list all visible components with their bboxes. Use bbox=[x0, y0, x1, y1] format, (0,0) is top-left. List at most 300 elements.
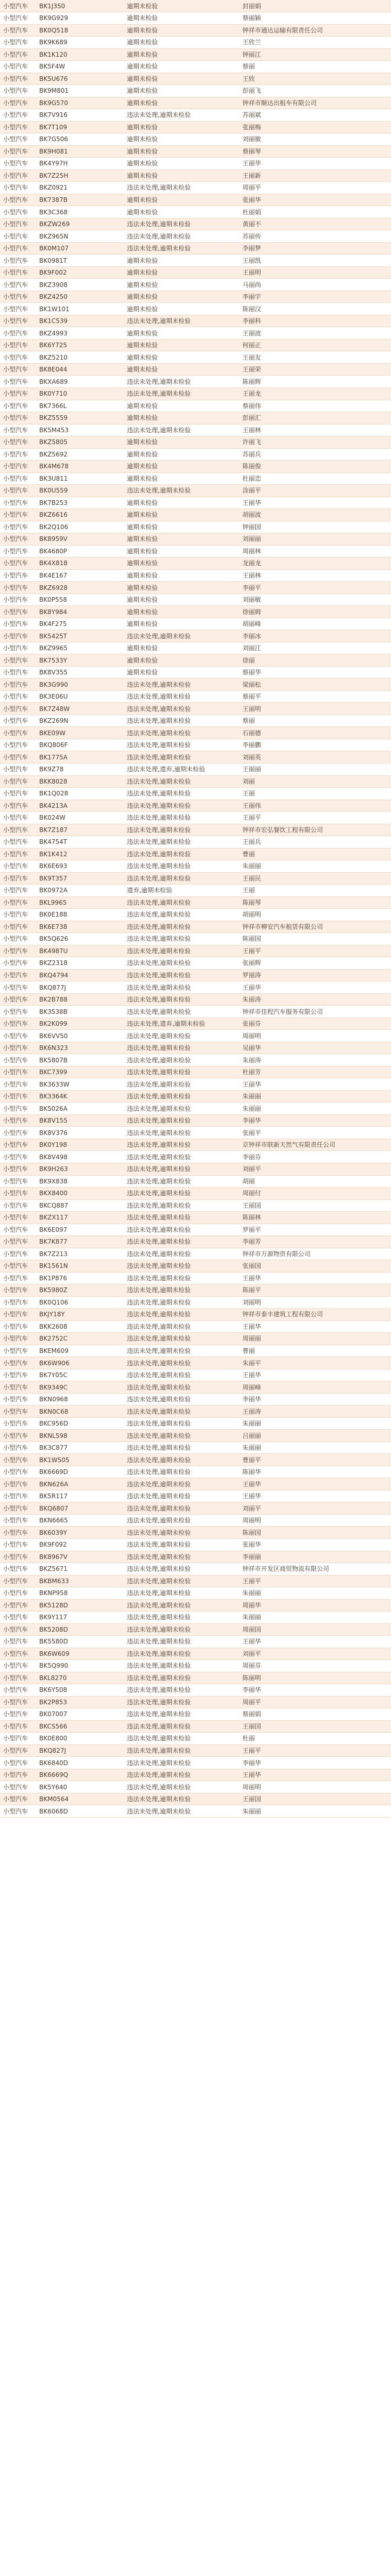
vehicle-type-cell: 小型汽车 bbox=[0, 133, 33, 146]
plate-number-cell: BK6W906 bbox=[33, 1357, 121, 1369]
table-row bbox=[0, 170, 391, 182]
owner-cell: 张丽国 bbox=[236, 1260, 391, 1273]
plate-number-cell: BKZ5671 bbox=[33, 1563, 121, 1575]
vehicle-type-cell: 小型汽车 bbox=[0, 957, 33, 970]
owner-cell: 钟丽江 bbox=[236, 48, 391, 61]
owner-cell: 杜丽娟 bbox=[236, 206, 391, 218]
owner-cell: 罗丽涛 bbox=[236, 969, 391, 981]
table-row bbox=[0, 775, 391, 788]
table-row bbox=[0, 327, 391, 340]
owner-cell: 刘丽敏 bbox=[236, 594, 391, 606]
table-row bbox=[0, 1090, 391, 1103]
plate-number-cell: BK9K689 bbox=[33, 37, 121, 49]
owner-cell: 朱丽丽 bbox=[236, 1587, 391, 1600]
status-cell: 逾期未检验 bbox=[121, 0, 236, 12]
owner-cell: 王欣兰 bbox=[236, 37, 391, 49]
table-row bbox=[0, 1684, 391, 1697]
plate-number-cell: BK1J350 bbox=[33, 0, 121, 12]
status-cell: 违法未处理,逾期未检验 bbox=[121, 424, 236, 436]
vehicle-type-cell: 小型汽车 bbox=[0, 448, 33, 461]
table-row bbox=[0, 545, 391, 557]
table-row bbox=[0, 654, 391, 667]
plate-number-cell: BK5Q626 bbox=[33, 933, 121, 945]
table-row bbox=[0, 1733, 391, 1745]
vehicle-type-cell: 小型汽车 bbox=[0, 557, 33, 570]
table-row bbox=[0, 679, 391, 691]
table-row bbox=[0, 1466, 391, 1478]
owner-cell: 张丽梅 bbox=[236, 121, 391, 133]
vehicle-type-cell: 小型汽车 bbox=[0, 703, 33, 715]
vehicle-type-cell: 小型汽车 bbox=[0, 1175, 33, 1188]
owner-cell: 蔡丽颖 bbox=[236, 12, 391, 25]
plate-number-cell: BK1K120 bbox=[33, 48, 121, 61]
owner-cell: 李丽芬 bbox=[236, 1151, 391, 1163]
vehicle-type-cell: 小型汽车 bbox=[0, 1151, 33, 1163]
table-row bbox=[0, 872, 391, 885]
plate-number-cell: BK4M678 bbox=[33, 461, 121, 473]
status-cell: 违法未处理,逾期未检验 bbox=[121, 1272, 236, 1284]
plate-number-cell: BKN626A bbox=[33, 1478, 121, 1490]
table-row bbox=[0, 642, 391, 654]
plate-number-cell: BK6N323 bbox=[33, 1042, 121, 1054]
plate-number-cell: BK8967V bbox=[33, 1551, 121, 1563]
vehicle-type-cell: 小型汽车 bbox=[0, 1188, 33, 1200]
status-cell: 违法未处理,逾期未检验 bbox=[121, 1345, 236, 1357]
table-row bbox=[0, 557, 391, 570]
plate-number-cell: BK5580D bbox=[33, 1636, 121, 1648]
plate-number-cell: BK6E738 bbox=[33, 921, 121, 933]
plate-number-cell: BKC956D bbox=[33, 1417, 121, 1430]
plate-number-cell: BK7387B bbox=[33, 194, 121, 206]
plate-number-cell: BKM0564 bbox=[33, 1793, 121, 1805]
plate-number-cell: BKXA689 bbox=[33, 376, 121, 388]
owner-cell: 钟祥市通达运输有限责任公司 bbox=[236, 24, 391, 37]
table-row bbox=[0, 1066, 391, 1078]
owner-cell: 朱丽丽 bbox=[236, 1442, 391, 1454]
table-row bbox=[0, 521, 391, 533]
vehicle-type-cell: 小型汽车 bbox=[0, 1369, 33, 1381]
plate-number-cell: BKZ9965 bbox=[33, 642, 121, 654]
table-row bbox=[0, 158, 391, 170]
table-row bbox=[0, 509, 391, 521]
status-cell: 违法未处理,逾期未检验 bbox=[121, 1623, 236, 1636]
vehicle-type-cell: 小型汽车 bbox=[0, 1793, 33, 1805]
table-row bbox=[0, 1417, 391, 1430]
vehicle-type-cell: 小型汽车 bbox=[0, 1333, 33, 1345]
table-row bbox=[0, 436, 391, 449]
plate-number-cell: BK4Y97H bbox=[33, 158, 121, 170]
status-cell: 违法未处理,逾期未检验 bbox=[121, 1103, 236, 1115]
status-cell: 违法未处理,逾期未检验 bbox=[121, 727, 236, 739]
table-row bbox=[0, 690, 391, 703]
owner-cell: 胡丽明 bbox=[236, 909, 391, 921]
status-cell: 违法未处理,逾期未检验 bbox=[121, 630, 236, 642]
vehicle-type-cell: 小型汽车 bbox=[0, 327, 33, 340]
table-row bbox=[0, 751, 391, 764]
owner-cell: 钟祥市开发区商贸物流有限公司 bbox=[236, 1563, 391, 1575]
vehicle-type-cell: 小型汽车 bbox=[0, 1078, 33, 1091]
table-row bbox=[0, 1309, 391, 1321]
status-cell: 违法未处理,逾期未检验 bbox=[121, 1563, 236, 1575]
owner-cell: 朱丽丽 bbox=[236, 1090, 391, 1103]
status-cell: 违法未处理,逾期未检验 bbox=[121, 1612, 236, 1624]
plate-number-cell: BKQ4794 bbox=[33, 969, 121, 981]
owner-cell: 王丽平 bbox=[236, 1575, 391, 1587]
plate-number-cell: BK7Z25H bbox=[33, 170, 121, 182]
owner-cell: 王丽兵 bbox=[236, 836, 391, 849]
plate-number-cell: BKK8028 bbox=[33, 775, 121, 788]
vehicle-type-cell: 小型汽车 bbox=[0, 1163, 33, 1176]
vehicle-type-cell: 小型汽车 bbox=[0, 158, 33, 170]
table-row bbox=[0, 1612, 391, 1624]
plate-number-cell: BK6E097 bbox=[33, 1224, 121, 1236]
status-cell: 违法未处理,逾期未检验 bbox=[121, 1309, 236, 1321]
owner-cell: 李丽宇 bbox=[236, 291, 391, 303]
status-cell: 违法未处理,逾期未检验 bbox=[121, 957, 236, 970]
table-row bbox=[0, 1030, 391, 1042]
status-cell: 逾期未检验 bbox=[121, 618, 236, 630]
owner-cell: 涂丽平 bbox=[236, 485, 391, 497]
table-row bbox=[0, 1199, 391, 1212]
owner-cell: 曹丽 bbox=[236, 848, 391, 860]
table-row bbox=[0, 315, 391, 327]
plate-number-cell: BK4680P bbox=[33, 545, 121, 557]
status-cell: 违法未处理,逾期未检验 bbox=[121, 751, 236, 764]
status-cell: 逾期未检验 bbox=[121, 436, 236, 449]
status-cell: 违法未处理,遗弃,逾期未检验 bbox=[121, 763, 236, 775]
status-cell: 逾期未检验 bbox=[121, 642, 236, 654]
status-cell: 违法未处理,逾期未检验 bbox=[121, 788, 236, 800]
table-row bbox=[0, 1769, 391, 1781]
vehicle-type-cell: 小型汽车 bbox=[0, 993, 33, 1006]
owner-cell: 李丽华 bbox=[236, 1114, 391, 1127]
status-cell: 违法未处理,逾期未检验 bbox=[121, 1793, 236, 1805]
vehicle-type-cell: 小型汽车 bbox=[0, 1381, 33, 1394]
vehicle-type-cell: 小型汽车 bbox=[0, 909, 33, 921]
owner-cell: 京钟祥市联新天然气有限责任公司 bbox=[236, 1139, 391, 1151]
plate-number-cell: BK1775A bbox=[33, 751, 121, 764]
vehicle-type-cell: 小型汽车 bbox=[0, 206, 33, 218]
vehicle-type-cell: 小型汽车 bbox=[0, 642, 33, 654]
vehicle-type-cell: 小型汽车 bbox=[0, 1478, 33, 1490]
status-cell: 违法未处理,逾期未检验 bbox=[121, 1672, 236, 1684]
status-cell: 逾期未检验 bbox=[121, 73, 236, 85]
owner-cell: 黄丽不 bbox=[236, 218, 391, 230]
plate-number-cell: BKZ6616 bbox=[33, 509, 121, 521]
vehicle-type-cell: 小型汽车 bbox=[0, 848, 33, 860]
owner-cell: 王丽华 bbox=[236, 1636, 391, 1648]
table-row bbox=[0, 1163, 391, 1176]
owner-cell: 王丽 bbox=[236, 885, 391, 897]
vehicle-type-cell: 小型汽车 bbox=[0, 1127, 33, 1139]
status-cell: 违法未处理,逾期未检验 bbox=[121, 824, 236, 836]
plate-number-cell: BK6669D bbox=[33, 1466, 121, 1478]
table-row bbox=[0, 1369, 391, 1381]
table-row bbox=[0, 1333, 391, 1345]
status-cell: 逾期未检验 bbox=[121, 158, 236, 170]
status-cell: 逾期未检验 bbox=[121, 582, 236, 594]
plate-number-cell: BKE09W bbox=[33, 727, 121, 739]
status-cell: 逾期未检验 bbox=[121, 472, 236, 485]
status-cell: 违法未处理,逾期未检验 bbox=[121, 1684, 236, 1697]
status-cell: 违法未处理,逾期未检验 bbox=[121, 1296, 236, 1309]
plate-number-cell: BK9H263 bbox=[33, 1163, 121, 1176]
owner-cell: 王欣 bbox=[236, 73, 391, 85]
status-cell: 违法未处理,逾期未检验 bbox=[121, 315, 236, 327]
plate-number-cell: BK2Q106 bbox=[33, 521, 121, 533]
owner-cell: 李丽芳 bbox=[236, 1236, 391, 1248]
plate-number-cell: BK1P876 bbox=[33, 1272, 121, 1284]
table-row bbox=[0, 1757, 391, 1769]
vehicle-type-cell: 小型汽车 bbox=[0, 824, 33, 836]
plate-number-cell: BK1K412 bbox=[33, 848, 121, 860]
plate-number-cell: BK5980Z bbox=[33, 1284, 121, 1297]
owner-cell: 杜丽芳 bbox=[236, 1066, 391, 1078]
vehicle-type-cell: 小型汽车 bbox=[0, 1030, 33, 1042]
status-cell: 逾期未检验 bbox=[121, 255, 236, 267]
owner-cell: 杜丽恋 bbox=[236, 472, 391, 485]
plate-number-cell: BKQ6807 bbox=[33, 1502, 121, 1515]
plate-number-cell: BKZ0921 bbox=[33, 182, 121, 194]
status-cell: 违法未处理,逾期未检验 bbox=[121, 1454, 236, 1466]
vehicle-type-cell: 小型汽车 bbox=[0, 218, 33, 230]
status-cell: 违法未处理,逾期未检验 bbox=[121, 1490, 236, 1502]
table-row bbox=[0, 836, 391, 849]
vehicle-type-cell: 小型汽车 bbox=[0, 0, 33, 12]
plate-number-cell: BKZ6928 bbox=[33, 582, 121, 594]
vehicle-type-cell: 小型汽车 bbox=[0, 1538, 33, 1551]
owner-cell: 李丽科 bbox=[236, 315, 391, 327]
vehicle-type-cell: 小型汽车 bbox=[0, 1636, 33, 1648]
table-row bbox=[0, 1248, 391, 1260]
plate-number-cell: BK8V498 bbox=[33, 1151, 121, 1163]
status-cell: 违法未处理,逾期未检验 bbox=[121, 945, 236, 957]
status-cell: 违法未处理,逾期未检验 bbox=[121, 1527, 236, 1539]
vehicle-type-cell: 小型汽车 bbox=[0, 788, 33, 800]
plate-number-cell: BK7Z213 bbox=[33, 1248, 121, 1260]
table-row bbox=[0, 1430, 391, 1442]
owner-cell: 周丽芬 bbox=[236, 1660, 391, 1672]
status-cell: 违法未处理,逾期未检验 bbox=[121, 1575, 236, 1587]
status-cell: 违法未处理,逾期未检验 bbox=[121, 1636, 236, 1648]
owner-cell: 王丽国 bbox=[236, 1720, 391, 1733]
owner-cell: 李丽梦 bbox=[236, 242, 391, 255]
table-row bbox=[0, 1381, 391, 1394]
vehicle-type-cell: 小型汽车 bbox=[0, 1684, 33, 1697]
owner-cell: 王丽华 bbox=[236, 981, 391, 994]
status-cell: 违法未处理,逾期未检验 bbox=[121, 1054, 236, 1066]
plate-number-cell: BK5425T bbox=[33, 630, 121, 642]
vehicle-type-cell: 小型汽车 bbox=[0, 1696, 33, 1708]
vehicle-type-cell: 小型汽车 bbox=[0, 606, 33, 618]
plate-number-cell: BK0Y710 bbox=[33, 388, 121, 400]
owner-cell: 蔡丽平 bbox=[236, 690, 391, 703]
plate-number-cell: BK2P853 bbox=[33, 1696, 121, 1708]
plate-number-cell: BK3538B bbox=[33, 1006, 121, 1018]
owner-cell: 胡丽波 bbox=[236, 509, 391, 521]
status-cell: 违法未处理,逾期未检验 bbox=[121, 1708, 236, 1721]
vehicle-type-cell: 小型汽车 bbox=[0, 485, 33, 497]
status-cell: 违法未处理,逾期未检验 bbox=[121, 993, 236, 1006]
status-cell: 逾期未检验 bbox=[121, 145, 236, 158]
table-row bbox=[0, 1018, 391, 1030]
plate-number-cell: BK0Q106 bbox=[33, 1296, 121, 1309]
status-cell: 违法未处理,逾期未检验 bbox=[121, 1538, 236, 1551]
plate-number-cell: BK0Q518 bbox=[33, 24, 121, 37]
vehicle-type-cell: 小型汽车 bbox=[0, 509, 33, 521]
owner-cell: 陈丽辉 bbox=[236, 376, 391, 388]
table-row bbox=[0, 194, 391, 206]
vehicle-type-cell: 小型汽车 bbox=[0, 1708, 33, 1721]
status-cell: 违法未处理,逾期未检验 bbox=[121, 969, 236, 981]
status-cell: 逾期未检验 bbox=[121, 521, 236, 533]
table-row bbox=[0, 339, 391, 351]
table-row bbox=[0, 1272, 391, 1284]
owner-cell: 王丽龙 bbox=[236, 388, 391, 400]
owner-cell: 李丽华 bbox=[236, 1393, 391, 1405]
owner-cell: 刘丽平 bbox=[236, 1163, 391, 1176]
vehicle-type-cell: 小型汽车 bbox=[0, 170, 33, 182]
owner-cell: 周丽华 bbox=[236, 1599, 391, 1612]
vehicle-type-cell: 小型汽车 bbox=[0, 1272, 33, 1284]
status-cell: 违法未处理,逾期未检验 bbox=[121, 388, 236, 400]
vehicle-type-cell: 小型汽车 bbox=[0, 436, 33, 449]
table-row bbox=[0, 97, 391, 109]
plate-number-cell: BKZ269N bbox=[33, 715, 121, 727]
plate-number-cell: BK9F002 bbox=[33, 266, 121, 279]
plate-number-cell: BK1W101 bbox=[33, 303, 121, 315]
vehicle-type-cell: 小型汽车 bbox=[0, 1744, 33, 1757]
table-row bbox=[0, 12, 391, 25]
table-row bbox=[0, 1188, 391, 1200]
plate-number-cell: BK7T109 bbox=[33, 121, 121, 133]
vehicle-type-cell: 小型汽车 bbox=[0, 1345, 33, 1357]
status-cell: 逾期未检验 bbox=[121, 303, 236, 315]
vehicle-type-cell: 小型汽车 bbox=[0, 61, 33, 73]
owner-cell: 刘丽丽 bbox=[236, 533, 391, 546]
status-cell: 违法未处理,逾期未检验 bbox=[121, 1551, 236, 1563]
status-cell: 遗弃,逾期未检验 bbox=[121, 885, 236, 897]
owner-cell: 曹丽 bbox=[236, 1345, 391, 1357]
owner-cell: 王丽平 bbox=[236, 812, 391, 824]
status-cell: 违法未处理,逾期未检验 bbox=[121, 679, 236, 691]
plate-number-cell: BK9M801 bbox=[33, 85, 121, 97]
vehicle-type-cell: 小型汽车 bbox=[0, 1490, 33, 1502]
plate-number-cell: BK8959V bbox=[33, 533, 121, 546]
table-row bbox=[0, 400, 391, 412]
status-cell: 逾期未检验 bbox=[121, 97, 236, 109]
table-row bbox=[0, 824, 391, 836]
owner-cell: 张丽华 bbox=[236, 1538, 391, 1551]
owner-cell: 许丽飞 bbox=[236, 436, 391, 449]
table-row bbox=[0, 291, 391, 303]
vehicle-type-cell: 小型汽车 bbox=[0, 109, 33, 122]
plate-number-cell: BK7B253 bbox=[33, 497, 121, 509]
owner-cell: 王丽华 bbox=[236, 1490, 391, 1502]
table-row bbox=[0, 1527, 391, 1539]
owner-cell: 张丽辉 bbox=[236, 957, 391, 970]
vehicle-type-cell: 小型汽车 bbox=[0, 182, 33, 194]
plate-number-cell: BK2752C bbox=[33, 1333, 121, 1345]
plate-number-cell: BKNL598 bbox=[33, 1430, 121, 1442]
vehicle-type-cell: 小型汽车 bbox=[0, 1514, 33, 1527]
table-row bbox=[0, 266, 391, 279]
plate-number-cell: BK8V376 bbox=[33, 1127, 121, 1139]
owner-cell: 王丽伟 bbox=[236, 800, 391, 812]
vehicle-type-cell: 小型汽车 bbox=[0, 679, 33, 691]
table-row bbox=[0, 1708, 391, 1721]
table-row bbox=[0, 497, 391, 509]
plate-number-cell: BK4754T bbox=[33, 836, 121, 849]
plate-number-cell: BKCS566 bbox=[33, 1720, 121, 1733]
plate-number-cell: BK5128D bbox=[33, 1599, 121, 1612]
plate-number-cell: BK0M107 bbox=[33, 242, 121, 255]
status-cell: 违法未处理,逾期未检验 bbox=[121, 981, 236, 994]
plate-number-cell: BK1Q028 bbox=[33, 788, 121, 800]
table-row bbox=[0, 279, 391, 291]
status-cell: 违法未处理,逾期未检验 bbox=[121, 1757, 236, 1769]
status-cell: 违法未处理,逾期未检验 bbox=[121, 1393, 236, 1405]
status-cell: 逾期未检验 bbox=[121, 266, 236, 279]
plate-number-cell: BK07007 bbox=[33, 1708, 121, 1721]
plate-number-cell: BK5208D bbox=[33, 1623, 121, 1636]
status-cell: 违法未处理,逾期未检验 bbox=[121, 1199, 236, 1212]
status-cell: 违法未处理,逾期未检验 bbox=[121, 1648, 236, 1660]
plate-number-cell: BK4X818 bbox=[33, 557, 121, 570]
plate-number-cell: BKZ4993 bbox=[33, 327, 121, 340]
vehicle-type-cell: 小型汽车 bbox=[0, 836, 33, 849]
status-cell: 违法未处理,逾期未检验 bbox=[121, 848, 236, 860]
status-cell: 违法未处理,逾期未检验 bbox=[121, 1805, 236, 1818]
status-cell: 逾期未检验 bbox=[121, 339, 236, 351]
table-row bbox=[0, 388, 391, 400]
vehicle-type-cell: 小型汽车 bbox=[0, 1284, 33, 1297]
vehicle-type-cell: 小型汽车 bbox=[0, 618, 33, 630]
vehicle-type-cell: 小型汽车 bbox=[0, 1587, 33, 1600]
plate-number-cell: BK8E044 bbox=[33, 363, 121, 376]
table-row bbox=[0, 448, 391, 461]
table-row bbox=[0, 1127, 391, 1139]
status-cell: 逾期未检验 bbox=[121, 533, 236, 546]
plate-number-cell: BK6Y725 bbox=[33, 339, 121, 351]
vehicle-type-cell: 小型汽车 bbox=[0, 1805, 33, 1818]
vehicle-type-cell: 小型汽车 bbox=[0, 73, 33, 85]
table-row bbox=[0, 24, 391, 37]
vehicle-type-cell: 小型汽车 bbox=[0, 885, 33, 897]
status-cell: 逾期未检验 bbox=[121, 594, 236, 606]
plate-number-cell: BK5R117 bbox=[33, 1490, 121, 1502]
vehicle-type-cell: 小型汽车 bbox=[0, 1090, 33, 1103]
vehicle-type-cell: 小型汽车 bbox=[0, 969, 33, 981]
table-row bbox=[0, 1696, 391, 1708]
owner-cell: 龙丽龙 bbox=[236, 557, 391, 570]
status-cell: 逾期未检验 bbox=[121, 61, 236, 73]
status-cell: 违法未处理,逾期未检验 bbox=[121, 921, 236, 933]
status-cell: 逾期未检验 bbox=[121, 545, 236, 557]
plate-number-cell: BK7Y05C bbox=[33, 1369, 121, 1381]
status-cell: 违法未处理,逾期未检验 bbox=[121, 690, 236, 703]
owner-cell: 周丽付 bbox=[236, 1188, 391, 1200]
vehicle-type-cell: 小型汽车 bbox=[0, 1357, 33, 1369]
owner-cell: 梁丽松 bbox=[236, 679, 391, 691]
table-row bbox=[0, 1623, 391, 1636]
vehicle-type-cell: 小型汽车 bbox=[0, 1781, 33, 1793]
status-cell: 违法未处理,逾期未检验 bbox=[121, 1769, 236, 1781]
owner-cell: 蔡丽 bbox=[236, 715, 391, 727]
owner-cell: 王丽荣 bbox=[236, 363, 391, 376]
owner-cell: 蔡丽 bbox=[236, 61, 391, 73]
plate-number-cell: BK5026A bbox=[33, 1103, 121, 1115]
